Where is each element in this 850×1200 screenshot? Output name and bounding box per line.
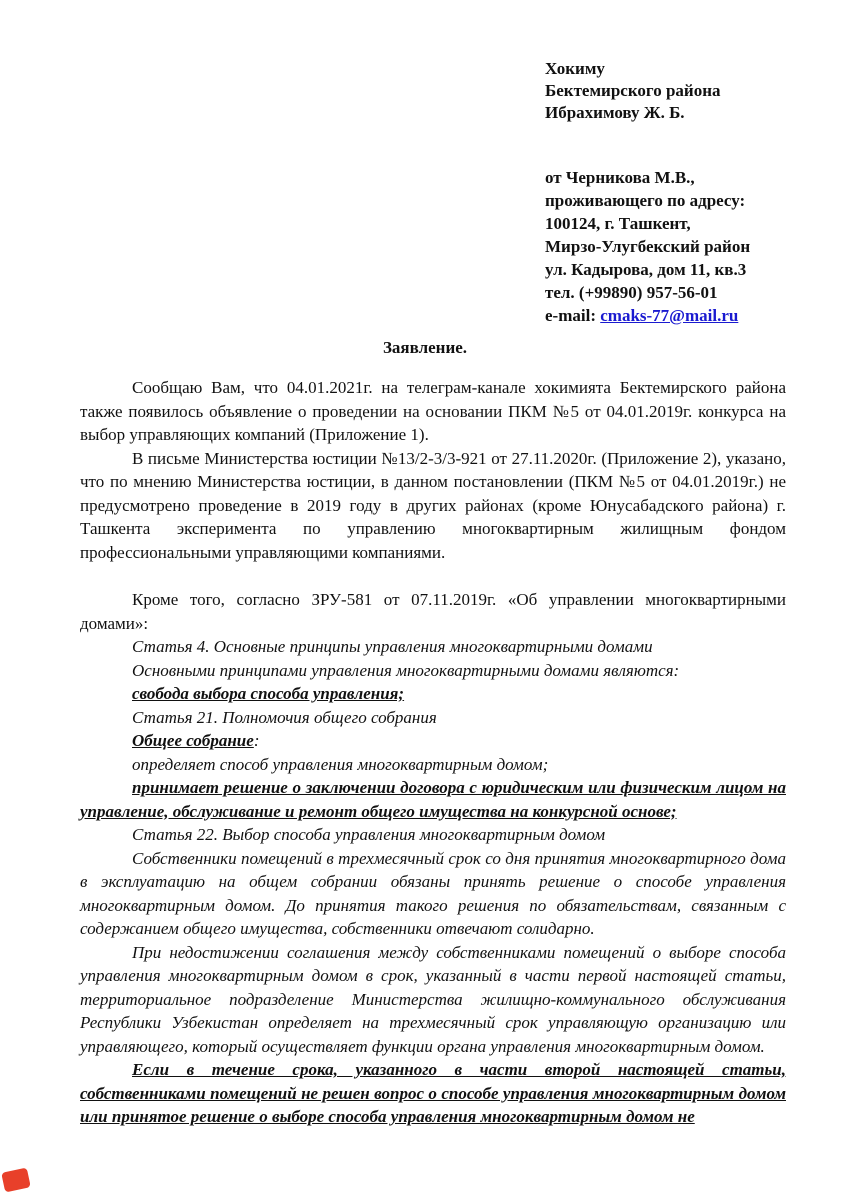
article-22-part-1: Собственники помещений в трехмесячный срок со дня принятия многоквартирного дома в эксплуатацию на общем собрании обязаны принять решение о способе управления многоквартирным домом. До принятия такого решения по обязательствам, связанным с содержанием общего имущества, собственники отвечают солидарно. — [80, 848, 786, 938]
paragraph-1: Сообщаю Вам, что 04.01.2021г. на телеграм-канале хокимията Бектемирского района также появилось объявление о проведении на основании ПКМ №5 от 04.01.2019г. конкурса на выбор управляющих компаний (Приложение 1). — [80, 378, 786, 444]
article-22-title: Статья 22. Выбор способа управления многоквартирным домом — [132, 825, 606, 844]
sender-block — [545, 166, 835, 327]
article-21-item-2: принимает решение о заключении договора с юридическим или физическим лицом на управление, обслуживание и ремонт общего имущества на конкурсной основе; — [80, 778, 786, 821]
article-22-part-3: Если в течение срока, указанного в части второй настоящей статьи, собственниками помещений не решен вопрос о способе управления многоквартирным домом или принятое решение о выборе способа управления многоквартирным домом не — [80, 1060, 786, 1126]
sender-street: ул. Кадырова, дом 11, кв.3 — [545, 260, 747, 279]
recipient-title: Хокиму — [545, 59, 605, 78]
article-21-item-1: определяет способ управления многоквартирным домом; — [132, 754, 549, 774]
recipient-block — [545, 58, 835, 124]
recipient-name: Ибрахимову Ж. Б. — [545, 103, 685, 122]
article-21-title: Статья 21. Полномочия общего собрания — [132, 707, 437, 727]
sender-email-link[interactable]: cmaks-77@mail.ru — [600, 306, 739, 325]
article-4-text: Основными принципами управления многоквартирными домами являются: — [132, 660, 680, 680]
sender-district: Мирзо-Улугбекский район — [545, 237, 751, 256]
article-21-colon: : — [253, 731, 260, 750]
sender-phone: тел. (+99890) 957-56-01 — [545, 283, 718, 302]
sender-address-label: проживающего по адресу: — [545, 191, 746, 210]
article-4-title: Статья 4. Основные принципы управления многоквартирными домами — [132, 637, 653, 656]
app-logo-icon — [1, 1168, 31, 1193]
paragraph-2: В письме Министерства юстиции №13/2-3/3-921 от 27.11.2020г. (Приложение 2), указано, что по мнению Министерства юстиции, в данном постановлении (ПКМ №5 от 04.01.2019г.) не предусмотрено проведение в 2019 году в других районах (кроме Юнусабадского района) г. Ташкента эксперимента по управлению многоквартирным жилищным фондом профессиональными управляющими компаниями. — [80, 448, 786, 562]
article-4-principle: свобода выбора способа управления; — [132, 684, 405, 703]
sender-city: 100124, г. Ташкент, — [545, 214, 691, 233]
sender-email-row — [545, 304, 835, 327]
sender-email-label: e-mail: — [545, 306, 601, 325]
article-22-part-2: При недостижении соглашения между собственниками помещений о выборе способа управления многоквартирным домом в срок, указанный в части первой настоящей статьи, территориальное подразделение Министерства жилищно-коммунального обслуживания Республики Узбекистан определяет на трехмесячный срок управляющую организацию или управляющего, который осуществляет функции органа управления многоквартирным домом. — [80, 942, 786, 1056]
sender-name: от Черникова М.В., — [545, 168, 695, 187]
paragraph-3: Кроме того, согласно ЗРУ-581 от 07.11.2019г. «Об управлении многоквартирными домами»: — [80, 590, 786, 633]
recipient-district: Бектемирского района — [545, 81, 721, 100]
article-21-assembly: Общее собрание — [132, 731, 254, 750]
paragraph-gap — [80, 564, 786, 588]
document-body — [80, 376, 786, 1129]
document-title: Заявление. — [382, 338, 468, 357]
